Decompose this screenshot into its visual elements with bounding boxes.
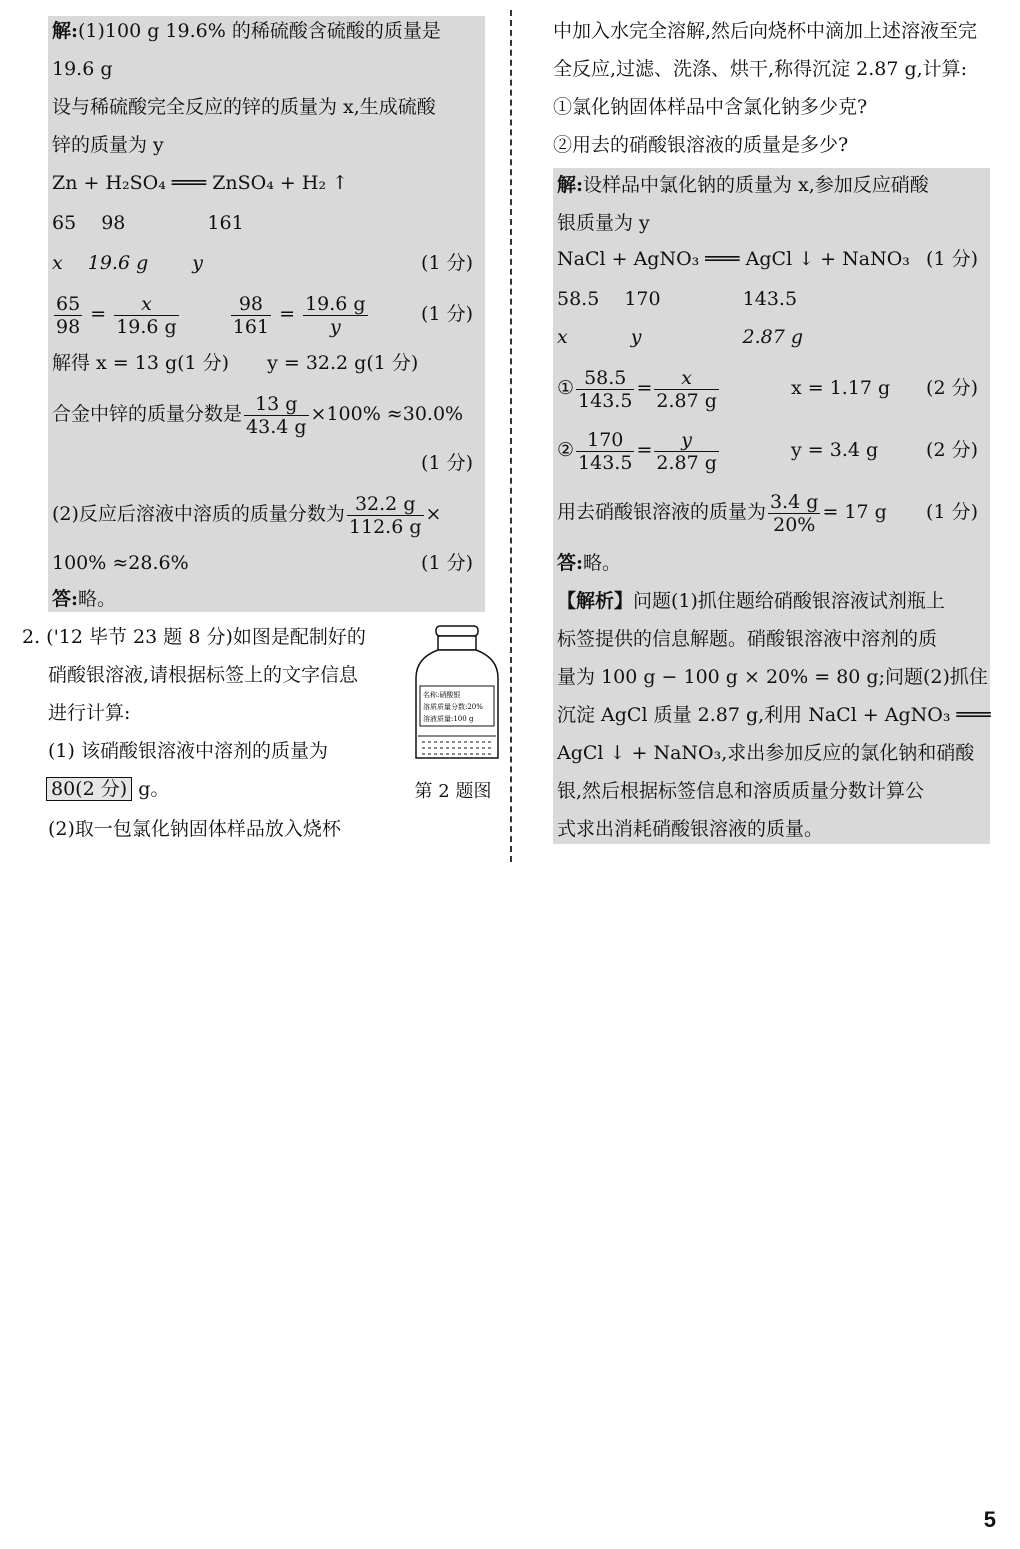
text-line: 标签提供的信息解题。硝酸银溶液中溶剂的质	[557, 628, 938, 650]
text-line: 式求出消耗硝酸银溶液的质量。	[557, 818, 824, 840]
text-line: x y 2.87 g	[557, 326, 804, 348]
text-line: 锌的质量为 y	[52, 134, 164, 156]
text-line: 全反应,过滤、洗涤、烘干,称得沉淀 2.87 g,计算:	[553, 58, 968, 80]
text-line: 量为 100 g − 100 g × 20% = 80 g;问题(2)抓住	[557, 666, 988, 688]
text-line: (2)反应后溶液中溶质的质量分数为 $\frac{32.2 g}{112.6 g}$ ×	[52, 492, 442, 538]
text-line: 【解析】问题(1)抓住题给硝酸银溶液试剂瓶上	[557, 590, 945, 612]
text-line: 65 98 161	[52, 212, 244, 234]
page-number: 5	[983, 1507, 996, 1532]
text-line: 解:设样品中氯化钠的质量为 x,参加反应硝酸	[557, 174, 929, 196]
text-line: (1 分)	[421, 452, 473, 474]
fraction: $\frac{x}{2.87 g}$	[656, 366, 717, 412]
text-line: 银,然后根据标签信息和溶质质量分数计算公	[557, 780, 925, 802]
text-line: 答:略。	[557, 552, 622, 574]
bottle-label-line: 溶液质量:100 g	[423, 715, 474, 723]
fraction: $\frac{19.6 g}{y}$	[305, 292, 366, 338]
chemical-equation: Zn + H₂SO₄ ═══ ZnSO₄ + H₂ ↑	[52, 172, 349, 194]
bottle-label-line: 溶质质量分数:20%	[423, 703, 483, 711]
text-line: 中加入水完全溶解,然后向烧杯中滴加上述溶液至完	[553, 20, 978, 42]
fraction: $\frac{58.5}{143.5}$	[578, 366, 633, 412]
fraction: $\frac{3.4 g}{20\%}$	[770, 490, 819, 536]
figure-caption: 第 2 题图	[414, 781, 492, 802]
fraction: $\frac{170}{143.5}$	[578, 428, 633, 474]
text-line: 答:略。	[52, 588, 117, 610]
text-line: 80(2 分) g。	[46, 774, 484, 804]
text-line: 沉淀 AgCl 质量 2.87 g,利用 NaCl + AgNO₃ ═══	[557, 704, 991, 726]
fraction: $\frac{32.2 g}{112.6 g}$	[348, 492, 422, 538]
proportion-2: ② $\frac{170}{143.5}$ = $\frac{y}{2.87 g}$ y = 3.4 g (2 分)	[557, 428, 978, 474]
text-line: (2)取一包氯化钠固体样品放入烧杯	[48, 818, 341, 840]
reagent-bottle-figure	[412, 624, 502, 803]
text-line: 银质量为 y	[557, 212, 650, 234]
fraction: $\frac{98}{161}$	[232, 292, 270, 338]
text-line: 进行计算:	[48, 702, 131, 724]
text-line: 58.5 170 143.5	[557, 288, 798, 310]
text-line: 合金中锌的质量分数是 $\frac{13 g}{43.4 g}$ ×100% ≈30.0%	[52, 392, 464, 438]
column-divider	[510, 10, 512, 862]
text-line: 2. ('12 毕节 23 题 8 分)如图是配制好的	[22, 626, 366, 648]
text-line: AgCl ↓ + NaNO₃,求出参加反应的氯化钠和硝酸	[557, 742, 975, 764]
text-line: 19.6 g	[52, 58, 113, 80]
chemical-equation: NaCl + AgNO₃ ═══ AgCl ↓ + NaNO₃ (1 分)	[557, 248, 978, 270]
text-line: ①氯化钠固体样品中含氯化钠多少克?	[553, 96, 868, 118]
fraction: $\frac{65}{98}$	[56, 292, 81, 338]
text-line: (1) 该硝酸银溶液中溶剂的质量为	[48, 740, 328, 762]
text-line: ②用去的硝酸银溶液的质量是多少?	[553, 134, 849, 156]
text-line: 用去硝酸银溶液的质量为 $\frac{3.4 g}{20\%}$ = 17 g (1 分)	[557, 490, 978, 536]
proportion-equations: $\frac{65}{98}$ = $\frac{x}{19.6 g}$ $\frac{98}{161}$ = $\frac{19.6 g}{y}$ (1 分)	[56, 292, 473, 338]
text-line: 解:(1)100 g 19.6% 的稀硫酸含硫酸的质量是	[52, 20, 441, 42]
bottle-label-line: 名称:硝酸银	[423, 691, 461, 699]
text-line: x 19.6 g y (1 分)	[52, 252, 473, 274]
text-line: 硝酸银溶液,请根据标签上的文字信息	[48, 664, 359, 686]
fraction: $\frac{13 g}{43.4 g}$	[246, 392, 307, 438]
bottle-icon	[412, 624, 502, 764]
proportion-1: ① $\frac{58.5}{143.5}$ = $\frac{x}{2.87 g}$ x = 1.17 g (2 分)	[557, 366, 978, 412]
fraction: $\frac{x}{19.6 g}$	[116, 292, 177, 338]
right-solution-block	[553, 168, 990, 844]
text-line: 100% ≈28.6% (1 分)	[52, 552, 473, 574]
text-line: 解得 x = 13 g(1 分) y = 32.2 g(1 分)	[52, 352, 419, 374]
answer-box: 80(2 分)	[46, 777, 132, 801]
text-line: 设与稀硫酸完全反应的锌的质量为 x,生成硫酸	[52, 96, 436, 118]
fraction: $\frac{y}{2.87 g}$	[656, 428, 717, 474]
left-solution-block	[48, 16, 485, 612]
